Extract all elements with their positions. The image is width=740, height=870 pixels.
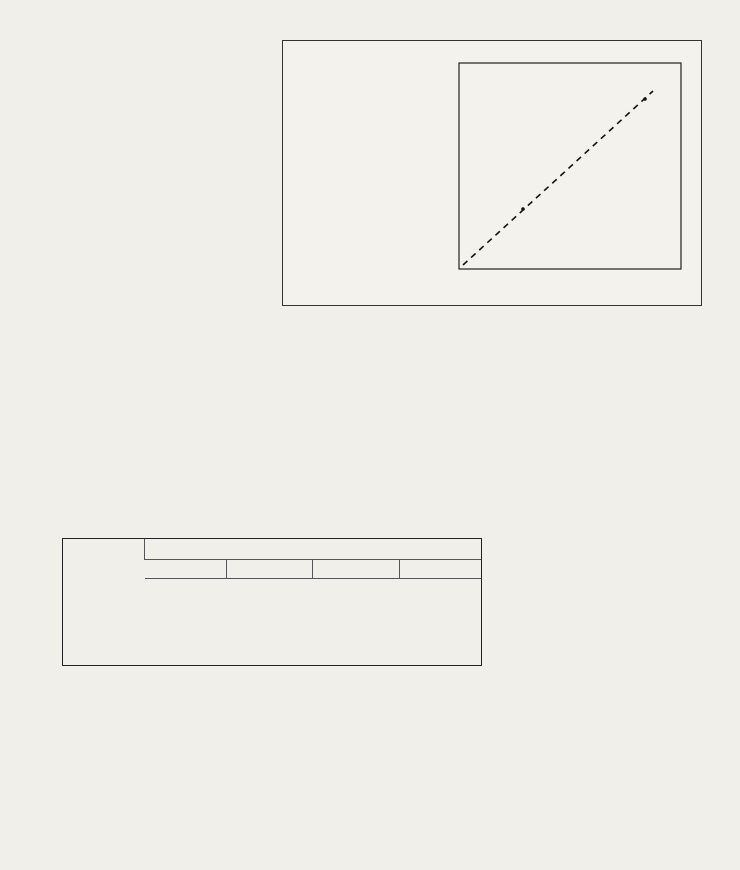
att5-header (63, 539, 145, 579)
figure-caption (297, 127, 427, 131)
data-table (63, 539, 481, 665)
figure-2 (282, 40, 702, 306)
column-3-lower (502, 460, 702, 468)
table-frame (62, 538, 482, 666)
column-header (399, 560, 481, 579)
figure-graph (283, 41, 703, 307)
column-header (226, 560, 312, 579)
column-2-middle (282, 318, 482, 324)
column-1-bottom (62, 682, 264, 688)
column-2-bottom (282, 682, 482, 688)
curve-point (521, 207, 525, 211)
column-1-top (62, 30, 264, 36)
curve-point (643, 97, 647, 101)
att6-header (145, 539, 481, 560)
column-header (313, 560, 399, 579)
column-header (145, 560, 227, 579)
response-curve (463, 91, 653, 265)
table-body (63, 579, 481, 665)
column-3-middle (502, 318, 702, 324)
